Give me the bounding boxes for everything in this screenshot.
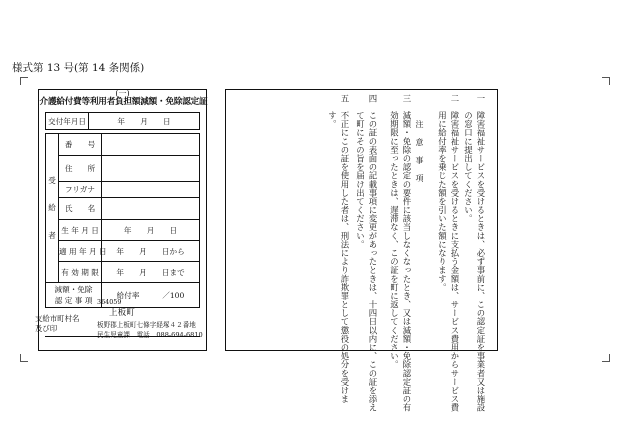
- recipient-label-char: 受: [48, 175, 56, 185]
- issuer-tel: 電話 088-694-6810: [136, 331, 203, 339]
- furigana-value: [102, 182, 200, 198]
- issuer-label-line: 及び印: [35, 324, 58, 333]
- recipient-label-char: 給: [48, 203, 56, 213]
- crop-mark-icon: [20, 77, 28, 85]
- issuer-label-line: 支給市町村名: [35, 314, 80, 323]
- expiry-label: 有 効 期 限: [59, 262, 102, 283]
- issue-date-label: 交付年月日: [46, 113, 89, 130]
- issuer-label: [35, 314, 79, 334]
- form-label: 様式第 13 号(第 14 条関係): [12, 62, 145, 74]
- crop-mark-icon: [602, 354, 610, 362]
- reduction-label-line: 認 定 事 項: [54, 296, 93, 305]
- note-item: 二 障害福祉サービスを受けるときに支払う金額は、サービス費用からサービス費 用に給付率を乗じた額を引いた額になります。: [437, 94, 460, 412]
- number-label: 番 号: [59, 134, 102, 156]
- start-date-label: 適 用 年 月 日: [59, 241, 102, 262]
- recipient-table: [45, 133, 200, 308]
- note-item: 一 障害福祉サービスを受けるときは、必ず事前に、この認定証を事業者又は施設 の窓口に提出してください。: [463, 94, 486, 412]
- address-label: 住 所: [59, 156, 102, 182]
- crop-mark-icon: [20, 354, 28, 362]
- note-item: 五 不正にこの証を使用した者は、刑法により詐欺罪として懲役の処分を受けま す。: [327, 94, 350, 404]
- issuer-contact: [97, 330, 203, 340]
- issue-date-table: [45, 112, 200, 130]
- issuer-postal: 364059: [97, 298, 122, 306]
- back-heading: 注 意 事 項: [415, 120, 424, 183]
- furigana-label: フリガナ: [59, 182, 102, 198]
- issue-date-value: 年 月 日: [89, 113, 200, 130]
- issuer-town: 上板町: [109, 308, 135, 318]
- recipient-label-char: 者: [48, 230, 56, 240]
- recipient-label: [46, 134, 59, 283]
- reduction-value: 給付率 ／100: [102, 283, 200, 308]
- front-heading: (一): [115, 89, 130, 98]
- reduction-label: [46, 283, 102, 308]
- name-label: 氏 名: [59, 198, 102, 220]
- number-value: [102, 134, 200, 156]
- front-title: 介護給付費等利用者負担額減額・免除認定証: [39, 97, 208, 107]
- name-value: [102, 198, 200, 220]
- note-item: 四 この証の表面の記載事項に変更があったときは、十四日以内に、この証を添え て町にその旨を届け出てください。: [355, 94, 378, 412]
- birth-date-value: 年 月 日: [102, 220, 200, 241]
- reduction-label-line: 減額・免除: [54, 285, 93, 294]
- back-card: [225, 89, 498, 412]
- issuer-address: 板野郡上板町七條字経塚４２番地: [97, 321, 196, 329]
- address-value: [102, 156, 200, 182]
- birth-date-label: 生 年 月 日: [59, 220, 102, 241]
- issuer-office: 民生児童課: [97, 331, 130, 339]
- note-item: 三 減額・免除の認定の要件に該当しなくなったとき、又は減額・免除認定証の有 効期限に至ったときは、遅滞なく、この証を町に返してください。: [389, 94, 412, 412]
- expiry-value: 年 月 日まで: [102, 262, 200, 283]
- start-date-value: 年 月 日から: [102, 241, 200, 262]
- crop-mark-icon: [602, 77, 610, 85]
- front-card: [35, 89, 208, 351]
